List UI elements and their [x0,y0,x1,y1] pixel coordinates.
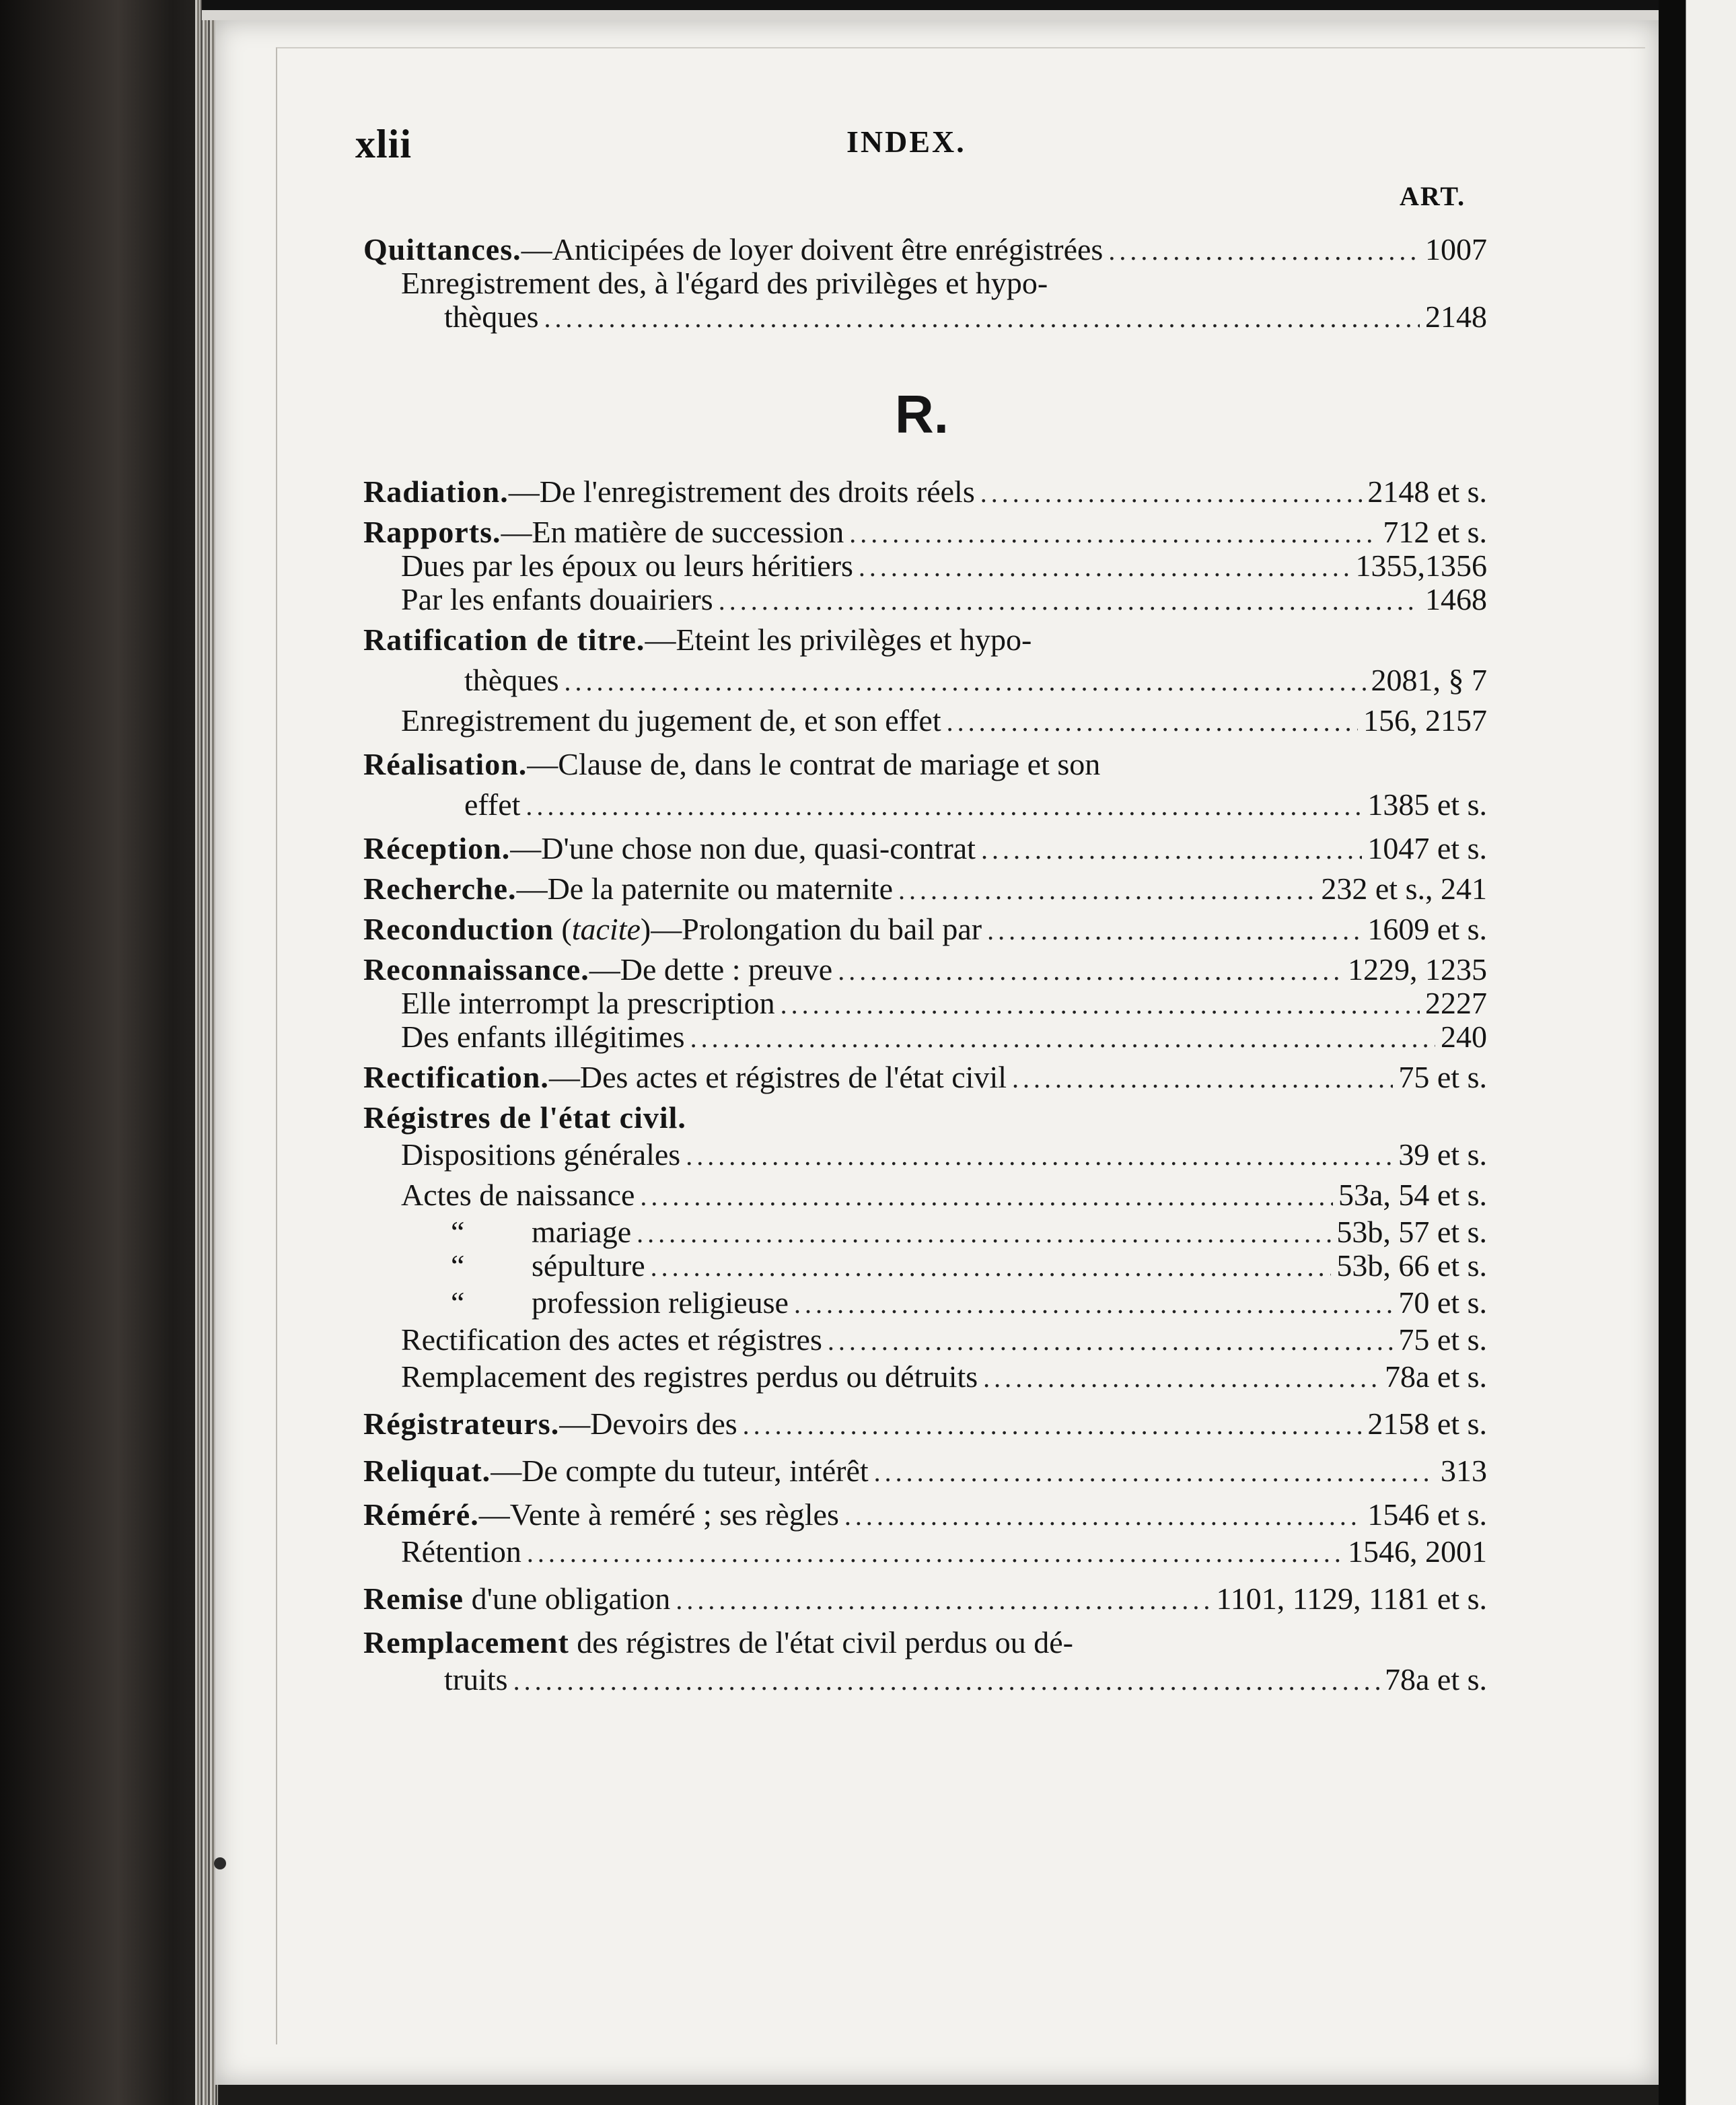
entry-text [363,1403,737,1445]
index-entry [363,1578,1487,1620]
index-entry [363,1282,1487,1324]
entry-description: —Clause de, dans le contrat de mariage et son [527,747,1101,781]
entry-description: —De dette : preuve [589,952,833,987]
page-header [355,121,1499,175]
ditto-mark: “ [451,1248,465,1283]
entry-text [363,1245,645,1287]
entry-headword: Quittances. [363,232,521,266]
article-reference: 53b, 57 et s. [1336,1215,1487,1249]
entry-description: —D'une chose non due, quasi-contrat [510,831,976,865]
entry-description: mariage [532,1215,632,1249]
index-entry [363,828,1487,869]
page-folio: xlii [355,122,412,166]
entry-description: —Des actes et régistres de l'état civil [548,1060,1007,1094]
article-reference: 1007 [1425,232,1487,266]
entry-description: effet [464,787,521,822]
article-reference: 53b, 66 et s. [1336,1248,1487,1283]
entry-text [363,1659,508,1701]
article-reference: 70 et s. [1398,1285,1487,1320]
index-entry [363,471,1487,513]
page-edges [195,0,218,2105]
article-reference: 1047 et s. [1367,831,1487,865]
leader-dots [1012,1058,1393,1100]
index-entry [363,700,1487,742]
entry-description: des régistres de l'état civil perdus ou dé- [569,1625,1073,1660]
entry-text [363,828,976,869]
entry-headword: Recherche. [363,871,517,906]
index-entry [363,1097,1487,1139]
index-entry [363,659,1487,701]
entry-description: thèques [444,299,539,334]
article-reference: 1101, 1129, 1181 et s. [1216,1581,1487,1616]
entry-text [363,579,713,620]
article-reference: 1546, 2001 [1348,1534,1487,1569]
index-entry [363,1403,1487,1445]
article-reference: 1355,1356 [1355,548,1487,583]
article-reference: 75 et s. [1398,1322,1487,1357]
entry-description: Rectification des actes et régistres [401,1322,822,1357]
article-reference: 2148 [1425,299,1487,334]
entry-description: Par les enfants douairiers [401,582,713,616]
index-entry [363,296,1487,338]
entry-headword: Ratification de titre. [363,622,645,657]
index-entry [363,619,1487,661]
article-reference: 1609 et s. [1367,912,1487,946]
entry-headword: Réception. [363,831,511,865]
index-entry [363,1622,1487,1664]
article-reference: 53a, 54 et s. [1338,1178,1487,1212]
leader-dots [987,910,1362,952]
leader-dots [676,1579,1210,1621]
entry-text [363,471,975,513]
article-column-label: ART. [1400,181,1466,211]
leader-dots [513,1660,1379,1702]
entry-headword: Rectification. [363,1060,549,1094]
leader-dots [686,1135,1393,1177]
leader-dots [743,1404,1363,1446]
entry-text [363,1356,978,1398]
entry-description: sépulture [532,1248,645,1283]
entry-text [363,1450,869,1492]
article-reference: 313 [1441,1454,1487,1488]
entry-headword: Régistrateurs. [363,1406,560,1441]
entry-description: Remplacement des registres perdus ou détruits [401,1359,978,1394]
entry-headword: Reconnaissance. [363,952,589,987]
article-reference: 1385 et s. [1367,787,1487,822]
entry-description: —De l'enregistrement des droits réels [508,474,975,509]
scan-right-edge [1659,0,1736,2105]
entry-headword: Radiation. [363,474,509,509]
article-reference: 156, 2157 [1363,703,1487,738]
running-title: INDEX. [846,124,966,159]
article-reference: 39 et s. [1398,1137,1487,1172]
leader-dots [981,829,1362,871]
entry-text [363,296,539,338]
entry-headword: Reliquat. [363,1454,491,1488]
article-reference: 2158 et s. [1367,1406,1487,1441]
entry-text [363,784,520,826]
entry-description: Enregistrement du jugement de, et son effet [401,703,941,738]
entry-description: d'une obligation [464,1581,671,1616]
entry-text [363,1319,822,1361]
entry-text [363,659,559,701]
entry-description: Dues par les époux ou leurs héritiers [401,548,853,583]
entry-headword: Réméré. [363,1497,479,1532]
entry-text [363,744,1100,785]
index-entry [363,1450,1487,1492]
leader-dots [690,1018,1435,1059]
article-reference: 2081, § 7 [1371,663,1487,697]
entry-description: —Vente à reméré ; ses règles [478,1497,839,1532]
index-entry [363,1531,1487,1573]
article-reference: 240 [1441,1020,1487,1054]
entry-description: profession religieuse [532,1285,789,1320]
index-entry [363,784,1487,826]
ditto-mark: “ [451,1215,465,1249]
entry-description: thèques [464,663,559,697]
entry-headword: Régistres de l'état civil. [363,1100,686,1135]
entry-description: —Devoirs des [559,1406,737,1441]
entry-text [363,1622,1073,1664]
entry-description: —De la paternite ou maternite [516,871,893,906]
entry-text [363,868,893,910]
article-reference: 712 et s. [1383,515,1487,549]
index-entry [363,1016,1487,1058]
article-reference: 1468 [1425,582,1487,616]
entry-text [363,700,941,742]
entry-description: —En matière de succession [501,515,844,549]
leader-dots [983,1357,1379,1399]
index-entry [363,908,1487,950]
entry-description: Rétention [401,1534,521,1569]
scan-top-edge [202,0,1682,20]
entry-text: Reconduction (tacite)—Prolongation du bail par [363,912,982,946]
index-entry [363,1245,1487,1287]
leader-dots [544,297,1420,339]
leader-dots [980,472,1363,514]
index-entry [363,1659,1487,1701]
entry-description: —Anticipées de loyer doivent être enrégistrées [521,232,1104,266]
leader-dots [526,785,1362,827]
entry-text [363,1174,635,1216]
index-entry [363,1134,1487,1176]
leader-dots [527,1532,1342,1574]
entry-text [363,1531,521,1573]
book-binding [0,0,215,2105]
entry-description: truits [444,1662,508,1697]
article-reference: 78a et s. [1384,1359,1487,1394]
entry-description: Enregistrement des, à l'égard des privilèges et hypo- [401,266,1048,300]
article-reference: 2227 [1425,986,1487,1020]
entry-description: Actes de naissance [401,1178,635,1212]
entry-text [363,1057,1007,1098]
entry-headword: Reconduction [363,912,554,946]
entry-text [363,1134,680,1176]
article-reference: 1229, 1235 [1348,952,1487,987]
entry-text [363,1282,789,1324]
leader-dots [874,1452,1435,1493]
index-entry [363,868,1487,910]
index-entry [363,744,1487,785]
article-reference: 232 et s., 241 [1321,871,1487,906]
entry-text [363,1578,670,1620]
entry-description: Elle interrompt la prescription [401,986,775,1020]
article-reference: 2148 et s. [1367,474,1487,509]
entry-text [363,1097,686,1139]
article-reference: 75 et s. [1398,1060,1487,1094]
article-reference: 78a et s. [1384,1662,1487,1697]
section-letter: R. [895,384,949,444]
article-reference: 1546 et s. [1367,1497,1487,1532]
leader-dots [565,661,1366,703]
entry-text [363,619,1032,661]
entry-qualifier: tacite [571,912,641,946]
entry-headword: Rapports. [363,515,501,549]
leader-dots [719,580,1420,622]
entry-description: Des enfants illégitimes [401,1020,685,1054]
entry-headword: Réalisation. [363,747,528,781]
entry-description: —De compte du tuteur, intérêt [491,1454,869,1488]
entry-text [363,1016,685,1058]
index-entry [363,1494,1487,1536]
index-entry [363,1356,1487,1398]
ditto-mark: “ [451,1285,465,1320]
entry-description: —Eteint les privilèges et hypo- [645,622,1032,657]
leader-dots [898,869,1315,911]
leader-dots [947,701,1358,743]
ink-spot [214,1857,226,1869]
entry-text [363,1494,839,1536]
entry-headword: Remplacement [363,1625,569,1660]
entry-description: Dispositions générales [401,1137,681,1172]
index-entry [363,579,1487,620]
index-entry [363,1319,1487,1361]
entry-description: —Prolongation du bail par [651,912,982,946]
index-entry [363,1174,1487,1216]
entry-headword: Remise [363,1581,464,1616]
index-entry [363,1057,1487,1098]
